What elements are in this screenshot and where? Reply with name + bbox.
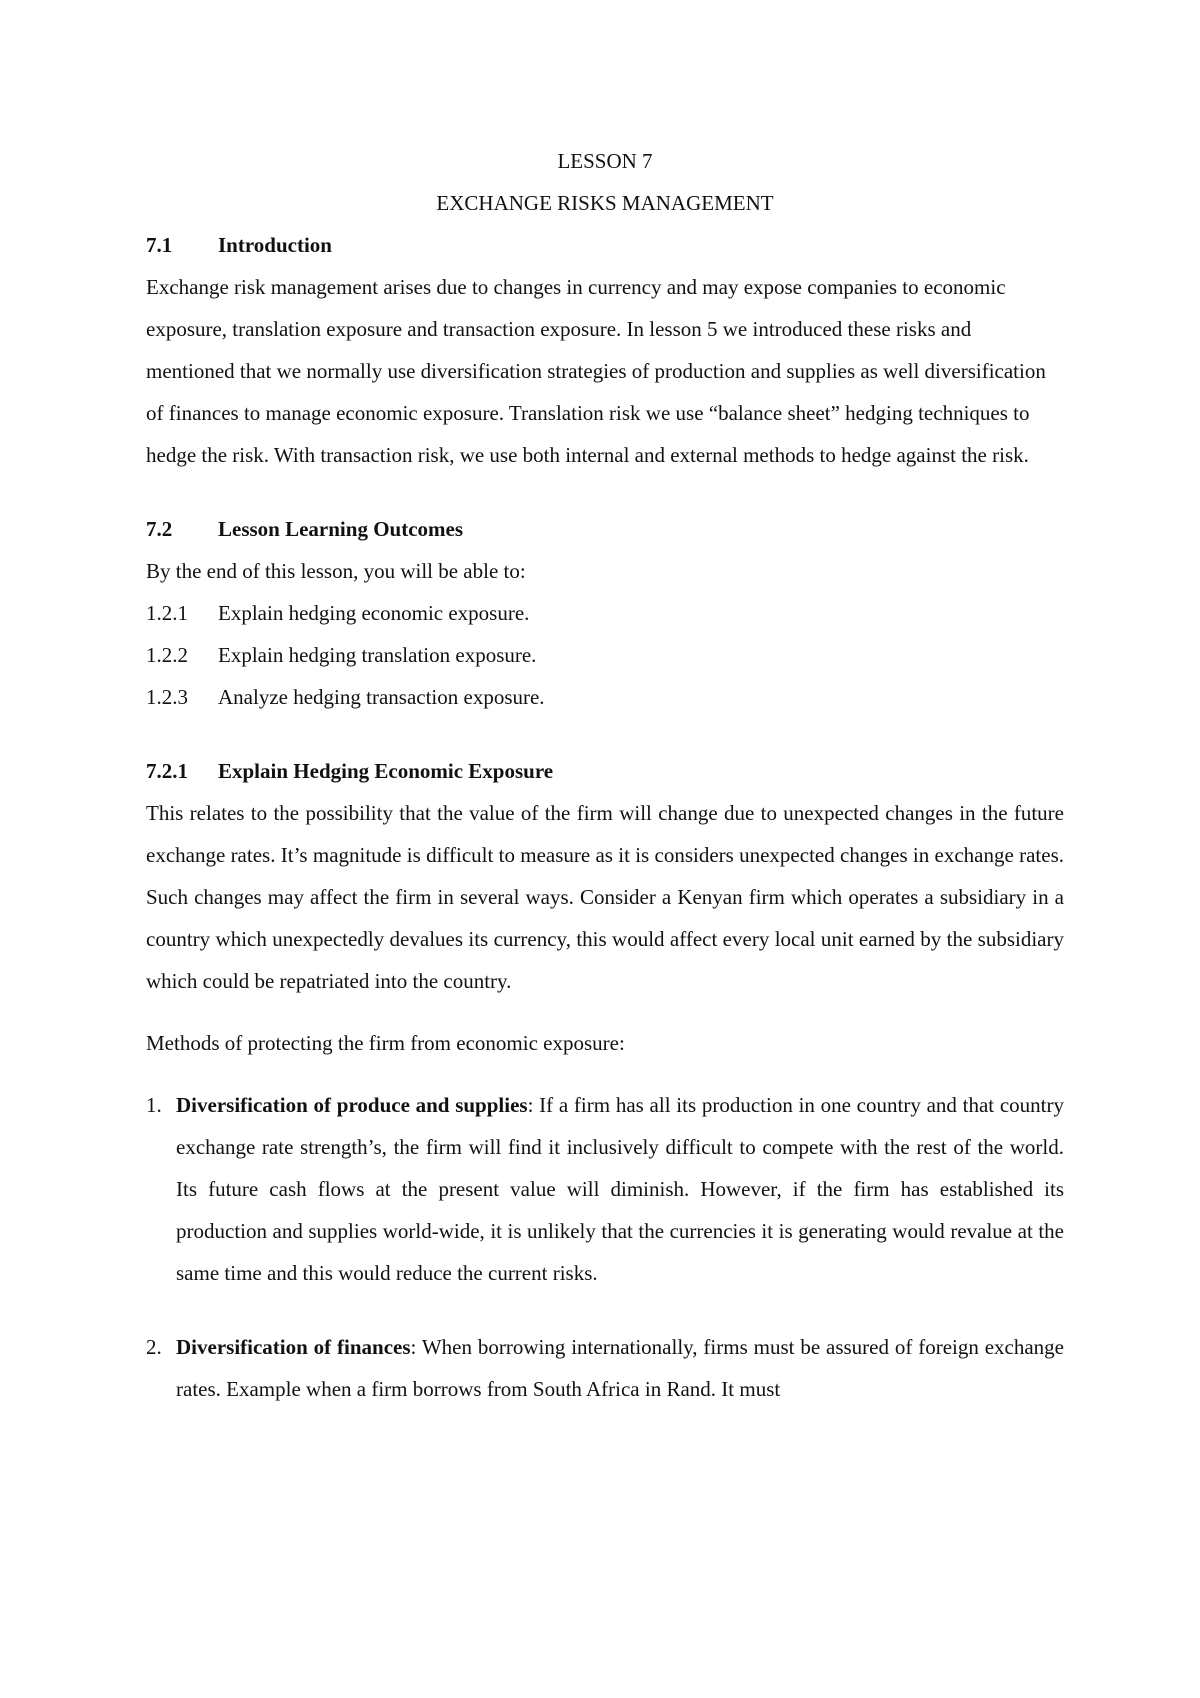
economic-exposure-paragraph: This relates to the possibility that the value of the firm will change due to unexpected changes in the future exchange rates. It’s magnitude is difficult to measure as it is considers unexpected changes in exchange rates. Such changes may affect the firm in several ways. Consider a Kenyan firm which operates a subsidiary in a country which unexpectedly devalues its currency, this would affect every local unit earned by the subsidiary which could be repatriated into the country. [146, 801, 1064, 993]
method-number: 2. [146, 1335, 162, 1359]
section-heading-economic-exposure [146, 750, 1064, 792]
method-body [176, 1084, 1064, 1294]
outcome-item [146, 676, 1064, 718]
lesson-title: LESSON 7 [557, 149, 653, 173]
spacer [146, 1294, 1064, 1326]
method-item [146, 1084, 1064, 1294]
outcome-text: Explain hedging economic exposure. [218, 601, 530, 625]
outcome-text: Explain hedging translation exposure. [218, 643, 537, 667]
method-number: 1. [146, 1093, 162, 1117]
spacer [146, 718, 1064, 750]
section-heading-introduction [146, 224, 1064, 266]
spacer [146, 1064, 1064, 1084]
method-title: Diversification of finances [176, 1335, 411, 1359]
method-text: : When borrowing internationally, firms must be assured of foreign exchange rates. Example when a firm borrows from South Africa in Rand. It must [176, 1335, 1064, 1401]
outcome-text: Analyze hedging transaction exposure. [218, 685, 545, 709]
method-title: Diversification of produce and supplies [176, 1093, 528, 1117]
spacer [146, 1002, 1064, 1022]
section-title: Lesson Learning Outcomes [218, 517, 464, 541]
section-title: Explain Hedging Economic Exposure [218, 759, 554, 783]
document-content [146, 140, 1064, 1410]
method-text: : If a firm has all its production in one country and that country exchange rate strength’s, the firm will find it inclusively difficult to compete with the rest of the world. Its future cash flows at the present value will diminish. However, if the firm has established its production and supplies world-wide, it is unlikely that the currencies it is generating would revalue at the same time and this would reduce the current risks. [176, 1093, 1064, 1285]
method-body [176, 1326, 1064, 1410]
outcome-number: 1.2.2 [146, 643, 188, 667]
section-number: 7.2 [146, 517, 173, 541]
outcomes-lead: By the end of this lesson, you will be able to: [146, 559, 526, 583]
method-item [146, 1326, 1064, 1410]
outcome-item [146, 634, 1064, 676]
outcome-number: 1.2.3 [146, 685, 188, 709]
outcome-item [146, 592, 1064, 634]
introduction-paragraph: Exchange risk management arises due to changes in currency and may expose companies to economic exposure, translation exposure and transaction exposure. In lesson 5 we introduced these risks and mentioned that we normally use diversification strategies of production and supplies as well diversification of finances to manage economic exposure. Translation risk we use “balance sheet” hedging techniques to hedge the risk. With transaction risk, we use both internal and external methods to hedge against the risk. [146, 275, 1046, 467]
section-number: 7.2.1 [146, 759, 188, 783]
section-title: Introduction [218, 233, 332, 257]
spacer [146, 476, 1064, 508]
lesson-subtitle: EXCHANGE RISKS MANAGEMENT [436, 191, 774, 215]
section-number: 7.1 [146, 233, 173, 257]
outcome-number: 1.2.1 [146, 601, 188, 625]
methods-lead: Methods of protecting the firm from economic exposure: [146, 1031, 625, 1055]
section-heading-outcomes [146, 508, 1064, 550]
